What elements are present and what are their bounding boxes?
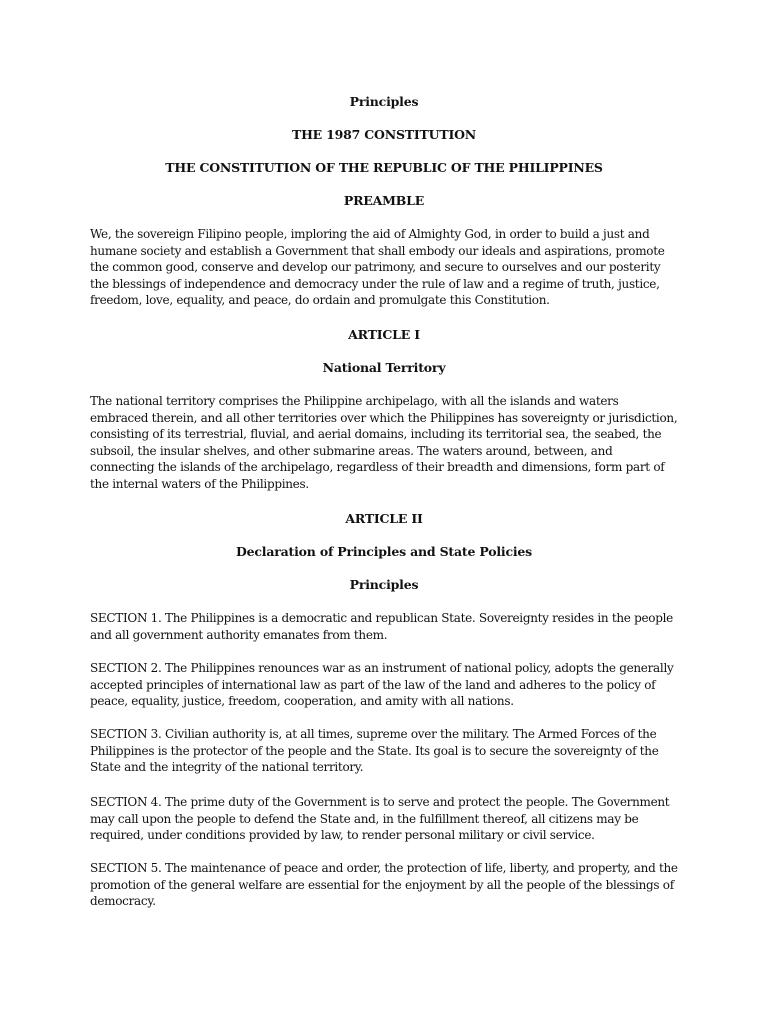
section-4: SECTION 4. The prime duty of the Government is to serve and protect the people. The Government may call upon the people to defend the State and, in the fulfillment thereof, all citizens may be required, under conditions provided by law, to render personal military or civil service. <box>90 795 670 843</box>
section-3: SECTION 3. Civilian authority is, at all times, supreme over the military. The Armed Forces of the Philippines is the protector of the people and the State. Its goal is to secure the sovereignty of the State and the integrity of the national territory. <box>90 727 659 775</box>
section-1: SECTION 1. The Philippines is a democratic and republican State. Sovereignty resides in the people and all government authority emanates from them. <box>90 611 673 642</box>
preamble-heading: PREAMBLE <box>343 193 425 208</box>
article1-text: The national territory comprises the Philippine archipelago, with all the islands and waters embraced therein, and all other territories over which the Philippines has sovereignty or jurisdiction, consisting of its terrestrial, fluvial, and aerial domains, including its territorial sea, the seabed, the subsoil, the insular shelves, and other submarine areas. The waters around, between, and connecting the islands of the archipelago, regardless of their breadth and dimensions, form part of the internal waters of the Philippines. <box>90 394 678 491</box>
section-5: SECTION 5. The maintenance of peace and order, the protection of life, liberty, and property, and the promotion of the general welfare are essential for the enjoyment by all the people of the blessings of democracy. <box>90 861 678 909</box>
article2-title: Declaration of Principles and State Policies <box>235 544 533 559</box>
constitution-title: THE 1987 CONSTITUTION <box>291 127 477 142</box>
article1-heading: ARTICLE I <box>348 327 420 342</box>
constitution-full-title: THE CONSTITUTION OF THE REPUBLIC OF THE PHILIPPINES <box>165 160 603 175</box>
article2-subheading: Principles <box>349 577 419 592</box>
preamble-text: We, the sovereign Filipino people, imploring the aid of Almighty God, in order to build a just and humane society and establish a Government that shall embody our ideals and aspirations, promote the common good, conserve and develop our patrimony, and secure to ourselves and our posterity the blessings of independence and democracy under the rule of law and a regime of truth, justice, freedom, love, equality, and peace, do ordain and promulgate this Constitution. <box>90 227 665 308</box>
article1-title: National Territory <box>322 360 446 375</box>
section-2: SECTION 2. The Philippines renounces war as an instrument of national policy, adopts the generally accepted principles of international law as part of the law of the land and adheres to the policy of peace, equality, justice, freedom, cooperation, and amity with all nations. <box>90 661 674 709</box>
heading-principles-top: Principles <box>349 94 419 109</box>
article2-heading: ARTICLE II <box>345 511 423 526</box>
